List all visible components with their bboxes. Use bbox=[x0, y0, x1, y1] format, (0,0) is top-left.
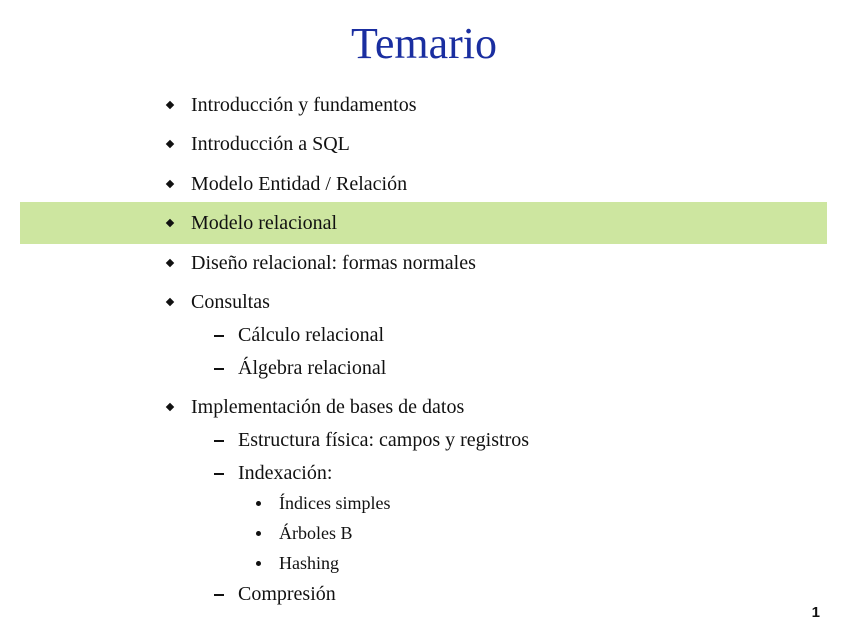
subtopic-label: Indexación: bbox=[238, 462, 333, 484]
topic-label: Implementación de bases de datos bbox=[191, 396, 465, 418]
topic-item bbox=[191, 172, 407, 196]
subtopic-label: Compresión bbox=[238, 583, 336, 605]
dot-bullet-icon bbox=[256, 531, 261, 536]
dot-bullet-icon bbox=[256, 561, 261, 566]
sub-subtopic-label: Índices simples bbox=[279, 493, 391, 513]
topic-label: Modelo relacional bbox=[191, 212, 338, 234]
topic-item bbox=[191, 290, 270, 314]
topic-item-current bbox=[191, 211, 337, 235]
dash-bullet-icon bbox=[214, 594, 224, 596]
diamond-bullet-icon bbox=[166, 140, 174, 148]
topic-item bbox=[191, 132, 350, 156]
topic-label: Diseño relacional: formas normales bbox=[191, 252, 476, 274]
topic-item bbox=[191, 93, 417, 117]
dash-bullet-icon bbox=[214, 335, 224, 337]
dash-bullet-icon bbox=[214, 368, 224, 370]
topic-label: Consultas bbox=[191, 291, 270, 313]
subtopic-label: Estructura física: campos y registros bbox=[238, 429, 530, 451]
slide-title: Temario bbox=[351, 19, 497, 68]
dash-bullet-icon bbox=[214, 440, 224, 442]
subtopic-item bbox=[238, 461, 332, 485]
subtopic-item bbox=[238, 582, 336, 606]
topic-label: Introducción a SQL bbox=[191, 133, 350, 155]
diamond-bullet-icon bbox=[166, 180, 174, 188]
topic-item bbox=[191, 251, 476, 275]
subtopic-item bbox=[238, 428, 529, 452]
subtopic-item bbox=[238, 356, 386, 380]
page-number: 1 bbox=[811, 604, 820, 621]
diamond-bullet-icon bbox=[166, 298, 174, 306]
diamond-bullet-icon bbox=[166, 101, 174, 109]
diamond-bullet-icon bbox=[166, 403, 174, 411]
topic-label: Introducción y fundamentos bbox=[191, 94, 417, 116]
sub-subtopic-label: Árboles B bbox=[279, 523, 353, 543]
diamond-bullet-icon bbox=[166, 259, 174, 267]
dash-bullet-icon bbox=[214, 473, 224, 475]
sub-subtopic-item bbox=[279, 552, 339, 574]
sub-subtopic-item bbox=[279, 522, 353, 544]
sub-subtopic-label: Hashing bbox=[279, 553, 339, 573]
subtopic-item bbox=[238, 323, 384, 347]
subtopic-label: Cálculo relacional bbox=[238, 324, 385, 346]
current-topic-highlight bbox=[20, 202, 827, 244]
topic-item bbox=[191, 395, 464, 419]
subtopic-label: Álgebra relacional bbox=[238, 357, 387, 379]
topic-label: Modelo Entidad / Relación bbox=[191, 173, 408, 195]
sub-subtopic-item bbox=[279, 492, 390, 514]
dot-bullet-icon bbox=[256, 501, 261, 506]
